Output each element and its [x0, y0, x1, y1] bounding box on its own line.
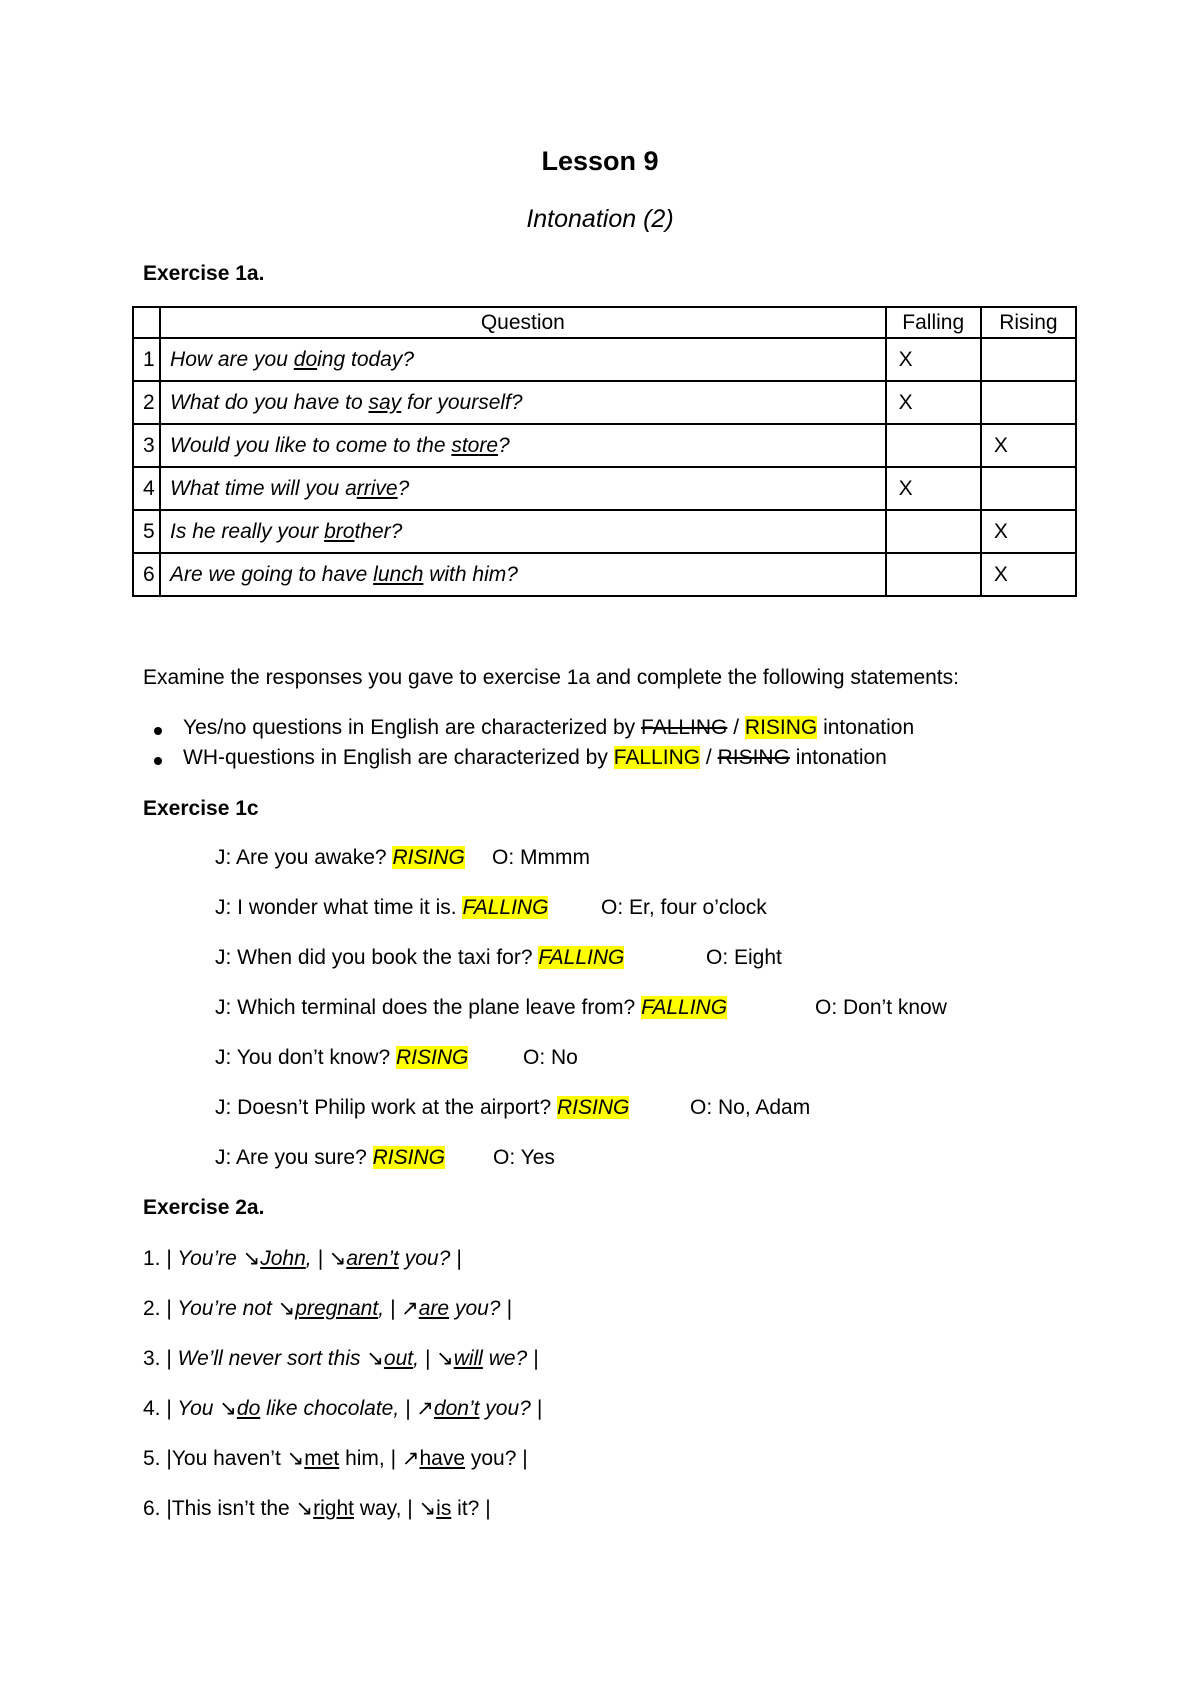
dialogue-line: J: Are you awake? RISING: [215, 846, 465, 869]
highlighted-answer: RISING: [372, 1146, 445, 1169]
dialogue-response: O: Er, four o’clock: [601, 896, 767, 919]
falling-mark: [886, 553, 981, 596]
question-text: Are we going to have lunch with him?: [160, 553, 886, 596]
bullet-icon: [154, 727, 162, 735]
table-row: [133, 381, 1076, 424]
dialogue-line: J: Which terminal does the plane leave from? FALLING: [215, 996, 728, 1019]
tag-question-line: 4. | You ↘do like chocolate, | ↗don’t you? |: [143, 1397, 543, 1420]
falling-mark: X: [886, 381, 981, 424]
table-row: [133, 338, 1076, 381]
dialogue-response: O: Yes: [493, 1146, 555, 1169]
falling-mark: [886, 424, 981, 467]
rising-mark: X: [981, 424, 1076, 467]
question-text: Is he really your brother?: [160, 510, 886, 553]
falling-mark: X: [886, 338, 981, 381]
row-number: 3: [133, 424, 160, 467]
dialogue-line: J: Doesn’t Philip work at the airport? RISING: [215, 1096, 630, 1119]
dialogue-line: J: I wonder what time it is. FALLING: [215, 896, 549, 919]
tag-question-line: 5. |You haven’t ↘met him, | ↗have you? |: [143, 1447, 528, 1470]
rising-mark: X: [981, 510, 1076, 553]
question-text: What time will you arrive?: [160, 467, 886, 510]
tag-question-line: 3. | We’ll never sort this ↘out, | ↘will we? |: [143, 1347, 539, 1370]
bullet-yes-no: Yes/no questions in English are characterized by FALLING / RISING intonation: [183, 716, 914, 740]
dialogue-line: J: You don’t know? RISING: [215, 1046, 469, 1069]
table-header-row: [133, 307, 1076, 338]
falling-mark: [886, 510, 981, 553]
tag-question-line: 2. | You’re not ↘pregnant, | ↗are you? |: [143, 1297, 512, 1320]
page-subtitle: Intonation (2): [526, 205, 674, 233]
row-number: 6: [133, 553, 160, 596]
exercise-2a-heading: Exercise 2a.: [143, 1196, 265, 1219]
exercise-1c-heading: Exercise 1c: [143, 797, 259, 820]
dialogue-response: O: Eight: [706, 946, 782, 969]
dialogue-response: O: Don’t know: [815, 996, 947, 1019]
table-row: [133, 510, 1076, 553]
struck-option: RISING: [717, 746, 790, 769]
rising-mark: X: [981, 553, 1076, 596]
bullet-wh: WH-questions in English are characterized by FALLING / RISING intonation: [183, 746, 887, 770]
rising-mark: [981, 381, 1076, 424]
tag-question-line: 6. |This isn’t the ↘right way, | ↘is it? |: [143, 1497, 491, 1520]
falling-mark: X: [886, 467, 981, 510]
bullet-icon: [154, 757, 162, 765]
table-row: [133, 553, 1076, 596]
highlighted-answer: FALLING: [613, 746, 701, 769]
header-number: [133, 307, 160, 338]
rising-mark: [981, 467, 1076, 510]
struck-option: FALLING: [641, 716, 728, 739]
header-question: Question: [160, 307, 886, 338]
table-row: [133, 424, 1076, 467]
tag-question-line: 1. | You’re ↘John, | ↘aren’t you? |: [143, 1247, 462, 1270]
page-title: Lesson 9: [541, 146, 659, 176]
examine-instructions: Examine the responses you gave to exercise 1a and complete the following statements:: [143, 666, 959, 689]
question-table: [132, 306, 1077, 597]
dialogue-response: O: No: [523, 1046, 578, 1069]
header-rising: Rising: [981, 307, 1076, 338]
question-text: What do you have to say for yourself?: [160, 381, 886, 424]
row-number: 2: [133, 381, 160, 424]
dialogue-response: O: No, Adam: [690, 1096, 811, 1119]
table-row: [133, 467, 1076, 510]
highlighted-answer: FALLING: [462, 896, 549, 919]
highlighted-answer: FALLING: [641, 996, 728, 1019]
dialogue-response: O: Mmmm: [492, 846, 590, 869]
dialogue-line: J: When did you book the taxi for? FALLING: [215, 946, 625, 969]
dialogue-line: J: Are you sure? RISING: [215, 1146, 445, 1169]
row-number: 1: [133, 338, 160, 381]
highlighted-answer: RISING: [557, 1096, 630, 1119]
highlighted-answer: RISING: [744, 716, 818, 739]
exercise-1a-heading: Exercise 1a.: [143, 262, 265, 285]
question-text: Would you like to come to the store?: [160, 424, 886, 467]
header-falling: Falling: [886, 307, 981, 338]
row-number: 4: [133, 467, 160, 510]
rising-mark: [981, 338, 1076, 381]
question-text: How are you doing today?: [160, 338, 886, 381]
highlighted-answer: RISING: [392, 846, 465, 869]
highlighted-answer: FALLING: [538, 946, 625, 969]
highlighted-answer: RISING: [395, 1046, 469, 1069]
row-number: 5: [133, 510, 160, 553]
